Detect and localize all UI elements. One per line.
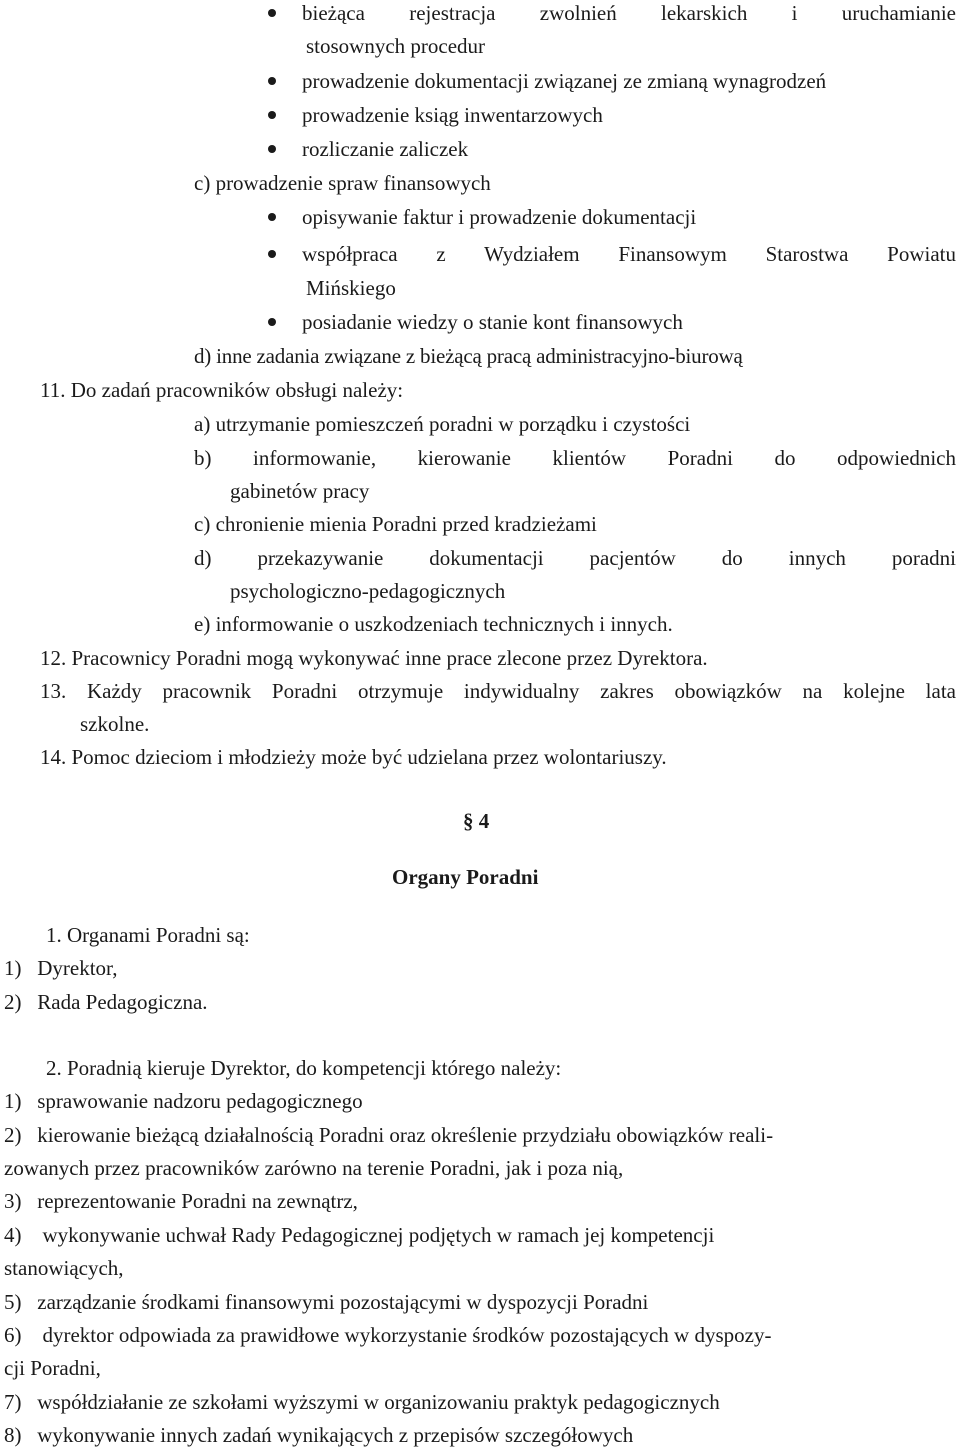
section-title: Organy Poradni xyxy=(392,865,539,889)
director-item-5: 5) zarządzanie środkami finansowymi pozostającymi w dyspozycji Poradni xyxy=(4,1290,649,1314)
list-item: prowadzenie dokumentacji związanej ze zmianą wynagrodzeń xyxy=(302,69,827,93)
list-item: prowadzenie ksiąg inwentarzowych xyxy=(302,103,603,127)
organs-item-1: 1) Dyrektor, xyxy=(4,956,118,980)
bullet-icon xyxy=(268,250,276,258)
paragraph-11-item-a: a) utrzymanie pomieszczeń poradni w porządku i czystości xyxy=(194,412,691,436)
bullet-icon xyxy=(268,111,276,119)
bullet-icon xyxy=(268,77,276,85)
director-item-8: 8) wykonywanie innych zadań wynikających z przepisów szczegółowych xyxy=(4,1423,634,1447)
list-item-continuation: stosownych procedur xyxy=(306,34,486,58)
list-item: współpraca z Wydziałem Finansowym Starostwa Powiatu xyxy=(302,242,956,266)
list-item-continuation: Mińskiego xyxy=(306,276,396,300)
paragraph-11-item-e: e) informowanie o uszkodzeniach technicznych i innych. xyxy=(194,612,673,636)
paragraph-13-continuation: szkolne. xyxy=(80,712,150,736)
paragraph-11-item-d-continuation: psychologiczno-pedagogicznych xyxy=(230,579,506,603)
list-item: posiadanie wiedzy o stanie kont finansowych xyxy=(302,310,683,334)
director-item-2-continuation: zowanych przez pracowników zarówno na terenie Poradni, jak i poza nią, xyxy=(4,1156,624,1180)
director-intro: 2. Poradnią kieruje Dyrektor, do kompetencji którego należy: xyxy=(46,1056,562,1080)
item-d: d) inne zadania związane z bieżącą pracą administracyjno-biurową xyxy=(194,344,743,368)
list-item: rozliczanie zaliczek xyxy=(302,137,469,161)
paragraph-12: 12. Pracownicy Poradni mogą wykonywać inne prace zlecone przez Dyrektora. xyxy=(40,646,708,670)
list-item: bieżąca rejestracja zwolnień lekarskich i uruchamianie xyxy=(302,1,956,25)
director-item-3: 3) reprezentowanie Poradni na zewnątrz, xyxy=(4,1189,358,1213)
director-item-1: 1) sprawowanie nadzoru pedagogicznego xyxy=(4,1089,363,1113)
bullet-icon xyxy=(268,145,276,153)
organs-intro: 1. Organami Poradni są: xyxy=(46,923,250,947)
director-item-7: 7) współdziałanie ze szkołami wyższymi w organizowaniu praktyk pedagogicznych xyxy=(4,1390,720,1414)
bullet-icon xyxy=(268,318,276,326)
director-item-2: 2) kierowanie bieżącą działalnością Poradni oraz określenie przydziału obowiązków reali- xyxy=(4,1123,774,1147)
paragraph-13: 13. Każdy pracownik Poradni otrzymuje indywidualny zakres obowiązków na kolejne lata xyxy=(40,679,956,703)
paragraph-11-item-b: b) informowanie, kierowanie klientów Poradni do odpowiednich xyxy=(194,446,956,470)
director-item-4-continuation: stanowiących, xyxy=(4,1256,124,1280)
paragraph-11-intro: 11. Do zadań pracowników obsługi należy: xyxy=(40,378,404,402)
paragraph-14: 14. Pomoc dzieciom i młodzieży może być udzielana przez wolontariuszy. xyxy=(40,745,667,769)
organs-item-2: 2) Rada Pedagogiczna. xyxy=(4,990,208,1014)
paragraph-11-item-b-continuation: gabinetów pracy xyxy=(230,479,370,503)
paragraph-11-item-c: c) chronienie mienia Poradni przed kradzieżami xyxy=(194,512,597,536)
item-c: c) prowadzenie spraw finansowych xyxy=(194,171,491,195)
bullet-icon xyxy=(268,9,276,17)
list-item: opisywanie faktur i prowadzenie dokumentacji xyxy=(302,205,697,229)
director-item-6: 6) dyrektor odpowiada za prawidłowe wykorzystanie środków pozostających w dyspozy- xyxy=(4,1323,772,1347)
section-mark: § 4 xyxy=(463,809,490,833)
bullet-icon xyxy=(268,213,276,221)
director-item-6-continuation: cji Poradni, xyxy=(4,1356,101,1380)
paragraph-11-item-d: d) przekazywanie dokumentacji pacjentów do innych poradni xyxy=(194,546,956,570)
director-item-4: 4) wykonywanie uchwał Rady Pedagogicznej podjętych w ramach jej kompetencji xyxy=(4,1223,715,1247)
